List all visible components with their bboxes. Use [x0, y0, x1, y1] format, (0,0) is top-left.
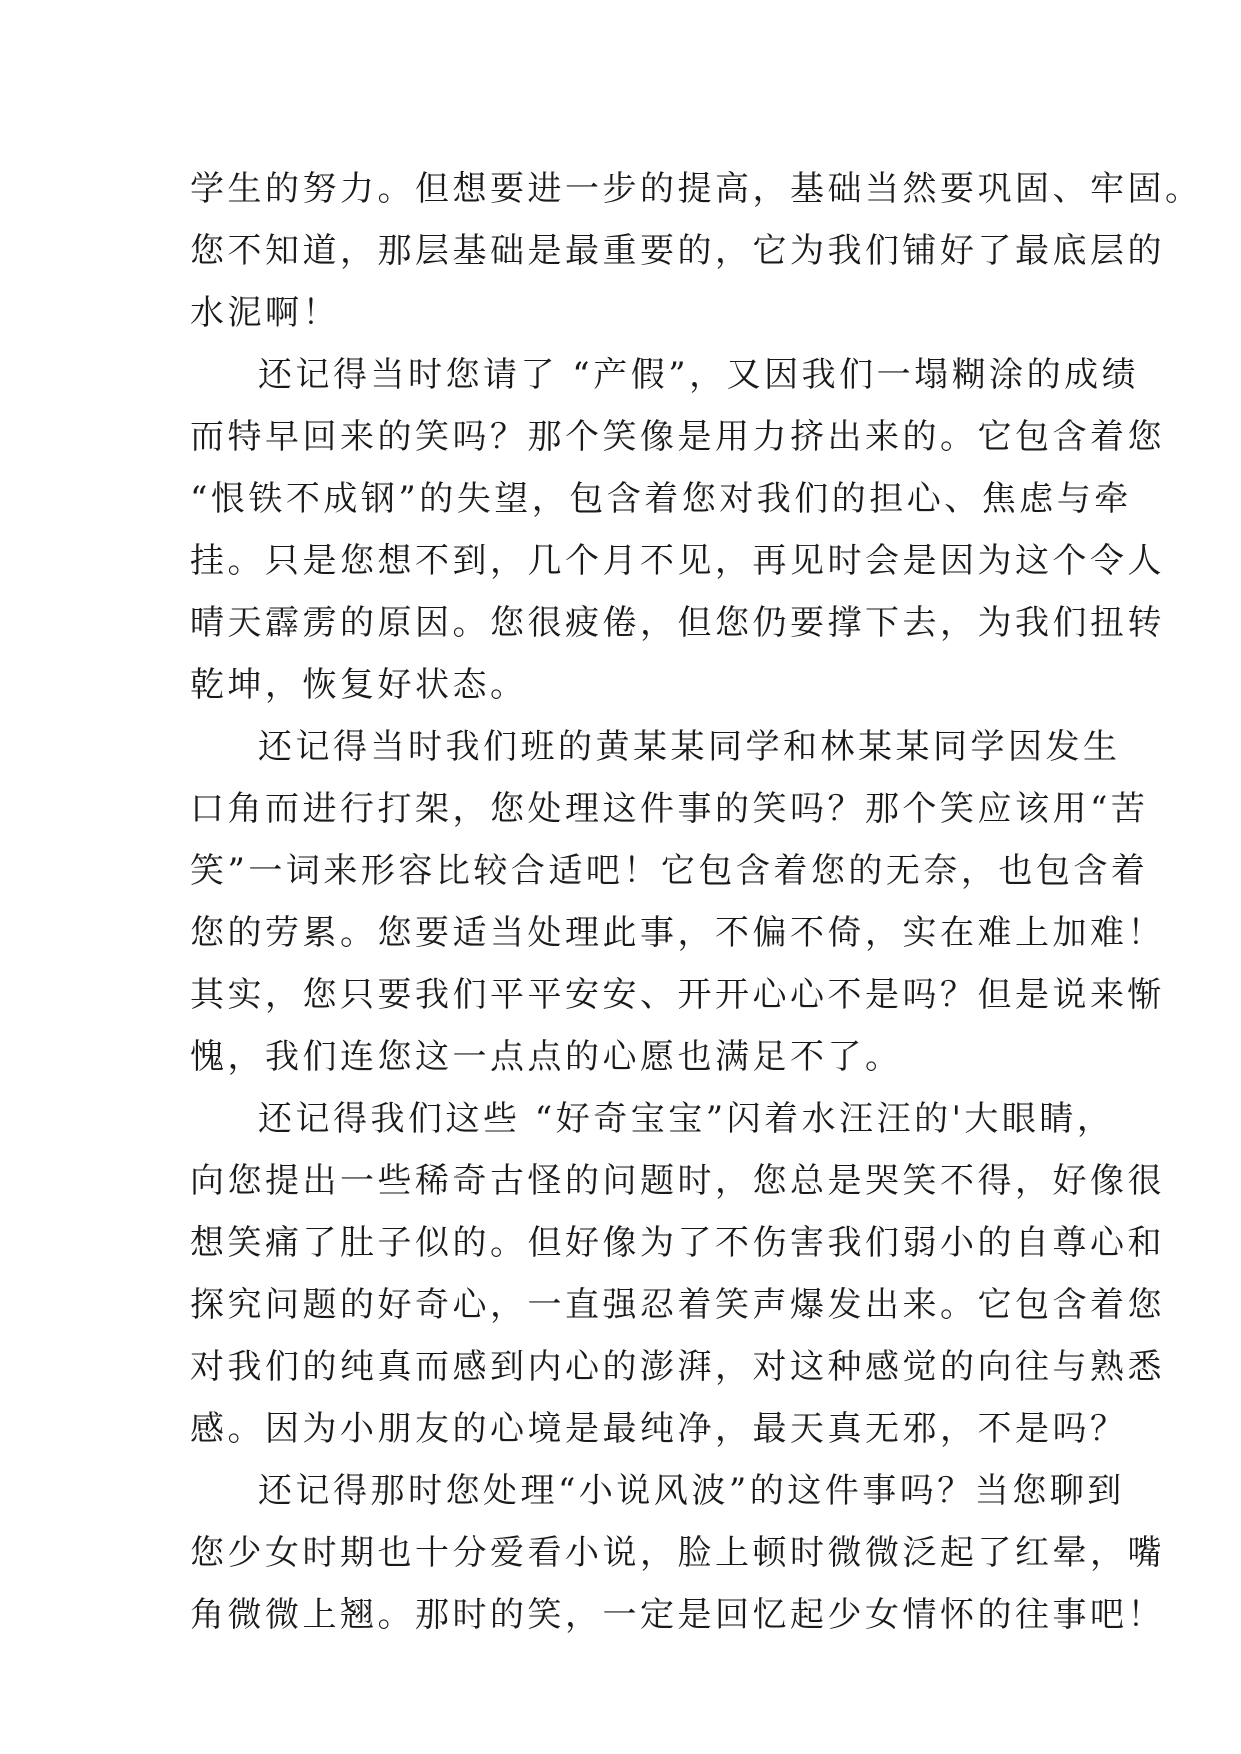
- text-line: 晴天霹雳的原因。您很疲倦，但您仍要撑下去，为我们扭转: [190, 603, 1165, 643]
- paragraph-first-line: 还记得当时我们班的黄某某同学和林某某同学因发生: [258, 727, 1121, 767]
- text-line: “恨铁不成钢”的失望，包含着您对我们的担心、焦虑与牵: [190, 479, 1132, 519]
- text-line: 学生的努力。但想要进一步的提高，基础当然要巩固、牢固。: [190, 169, 1203, 209]
- text-line: 水泥啊！: [190, 293, 340, 333]
- text-line: 感。因为小朋友的心境是最纯净，最天真无邪，不是吗？: [190, 1409, 1128, 1449]
- text-line: 笑”一词来形容比较合适吧！它包含着您的无奈，也包含着: [190, 851, 1149, 891]
- text-line: 挂。只是您想不到，几个月不见，再见时会是因为这个令人: [190, 541, 1165, 581]
- text-line: 探究问题的好奇心，一直强忍着笑声爆发出来。它包含着您: [190, 1285, 1165, 1325]
- text-line: 想笑痛了肚子似的。但好像为了不伤害我们弱小的自尊心和: [190, 1223, 1165, 1263]
- text-line: 愧，我们连您这一点点的心愿也满足不了。: [190, 1037, 903, 1077]
- text-line: 乾坤，恢复好状态。: [190, 665, 528, 705]
- body-text: [190, 158, 1203, 1646]
- text-line: 而特早回来的笑吗？那个笑像是用力挤出来的。它包含着您: [190, 417, 1165, 457]
- text-line: 角微微上翘。那时的笑，一定是回忆起少女情怀的往事吧！: [190, 1595, 1165, 1635]
- text-line: 口角而进行打架，您处理这件事的笑吗？那个笑应该用“苦: [190, 789, 1149, 829]
- text-line: 您不知道，那层基础是最重要的，它为我们铺好了最底层的: [190, 231, 1165, 271]
- text-line: 您的劳累。您要适当处理此事，不偏不倚，实在难上加难！: [190, 913, 1165, 953]
- paragraph-first-line: 还记得那时您处理“小说风波”的这件事吗？当您聊到: [258, 1471, 1125, 1511]
- paragraph-first-line: 还记得当时您请了 “产假”，又因我们一塌糊涂的成绩: [258, 355, 1140, 395]
- text-line: 向您提出一些稀奇古怪的问题时，您总是哭笑不得，好像很: [190, 1161, 1165, 1201]
- paragraph-first-line: 还记得我们这些 “好奇宝宝”闪着水汪汪的'大眼睛，: [258, 1099, 1115, 1139]
- text-line: 对我们的纯真而感到内心的澎湃，对这种感觉的向往与熟悉: [190, 1347, 1165, 1387]
- text-line: 其实，您只要我们平平安安、开开心心不是吗？但是说来惭: [190, 975, 1165, 1015]
- text-line: 您少女时期也十分爱看小说，脸上顿时微微泛起了红晕，嘴: [190, 1533, 1165, 1573]
